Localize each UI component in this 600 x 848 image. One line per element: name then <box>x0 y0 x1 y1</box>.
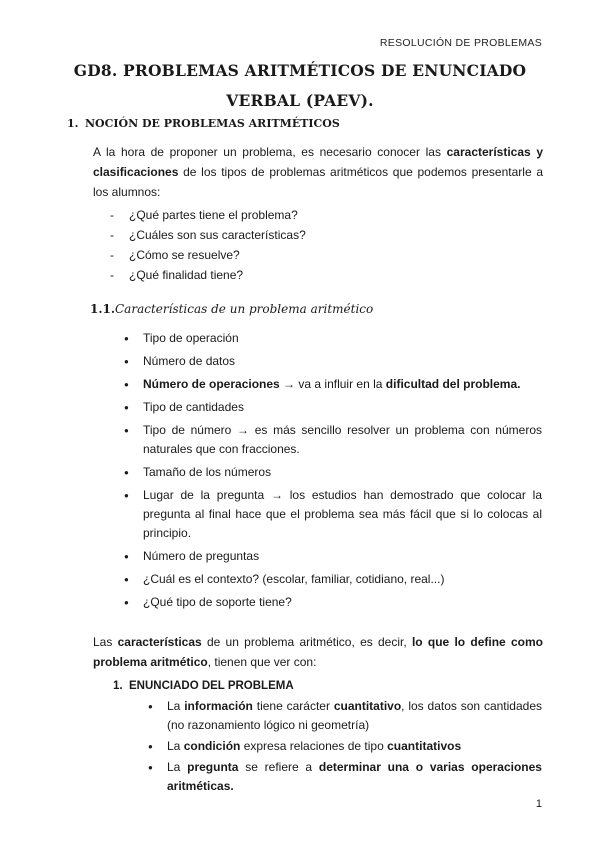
summary-paragraph <box>93 632 543 672</box>
document-title <box>0 56 600 116</box>
title-line-1: GD8. PROBLEMAS ARITMÉTICOS DE ENUNCIADO <box>73 61 527 80</box>
list-item: ● ¿Cuál es el contexto? (escolar, familiar, cotidiano, real...) <box>124 570 542 589</box>
item-bold: determinar una o varias operaciones aritméticas. <box>167 760 542 793</box>
dash-marker: - <box>110 268 114 282</box>
summary-text: , tienen que ver con: <box>207 655 317 669</box>
item-text: expresa relaciones de tipo <box>240 739 388 753</box>
list-item <box>110 205 306 225</box>
item-bold: información <box>184 699 253 713</box>
list-item <box>148 737 542 756</box>
list-item <box>124 375 542 394</box>
item-text: → va a influir en la <box>279 377 386 391</box>
question-text: ¿Qué partes tiene el problema? <box>129 208 298 222</box>
item-text: tiene carácter <box>252 699 334 713</box>
item-text: , los datos son cantidades (no razonamiento lógico ni geometría) <box>167 699 542 732</box>
dash-marker: - <box>110 228 114 242</box>
section-1-title: NOCIÓN DE PROBLEMAS ARITMÉTICOS <box>85 117 340 130</box>
item-bold: cuantitativo <box>333 699 402 713</box>
title-line-2: VERBAL (PAEV). <box>226 91 374 110</box>
intro-paragraph <box>93 142 543 202</box>
enunciado-title: ENUNCIADO DEL PROBLEMA <box>129 680 294 692</box>
item-text: La <box>167 699 185 713</box>
list-item <box>110 225 306 245</box>
question-text: ¿Cómo se resuelve? <box>129 248 240 262</box>
list-item <box>148 758 542 796</box>
section-1-number: 1. <box>67 117 79 130</box>
list-item: ● Tamaño de los números <box>124 463 542 482</box>
dash-marker: - <box>110 208 114 222</box>
item-bold: condición <box>183 739 241 753</box>
section-1-1-title: Características de un problema aritmético <box>115 302 374 316</box>
running-header: RESOLUCIÓN DE PROBLEMAS <box>379 37 542 49</box>
list-item <box>110 245 306 265</box>
list-item: ● Tipo de cantidades <box>124 398 542 417</box>
summary-bold: lo que lo define como problema aritmético <box>93 635 544 669</box>
list-item <box>110 265 306 285</box>
section-1-1-number: 1.1. <box>90 302 116 316</box>
item-bold: cuantitativos <box>387 739 462 753</box>
characteristics-list <box>124 329 542 612</box>
item-bold: pregunta <box>187 760 239 774</box>
summary-text: Las <box>93 635 118 649</box>
list-item: ● Tipo de número → es más sencillo resolver un problema con números naturales que con fracciones. <box>124 421 542 459</box>
list-item <box>148 697 542 735</box>
list-item: ● Lugar de la pregunta → los estudios han demostrado que colocar la pregunta al final hace que el problema sea más fácil que si lo colocas al principio. <box>124 486 542 543</box>
section-1-1-heading <box>90 302 373 316</box>
intro-text-2: de los tipos de problemas aritméticos que podemos presentarle a los alumnos: <box>93 165 543 199</box>
list-item: ● ¿Qué tipo de soporte tiene? <box>124 593 542 612</box>
question-text: ¿Cuáles son sus características? <box>129 228 306 242</box>
question-text: ¿Qué finalidad tiene? <box>129 268 244 282</box>
list-item: ● Número de datos <box>124 352 542 371</box>
summary-bold: características <box>117 635 202 649</box>
summary-text: de un problema aritmético, es decir, <box>201 635 412 649</box>
questions-list <box>110 205 306 285</box>
item-bold: dificultad del problema. <box>385 377 521 391</box>
item-text: La <box>167 760 188 774</box>
item-text: La <box>167 739 184 753</box>
section-1-heading <box>67 117 340 130</box>
list-item: ● Tipo de operación <box>124 329 542 348</box>
enunciado-number: 1. <box>113 680 123 692</box>
intro-bold-1: características y clasificaciones <box>93 145 544 179</box>
enunciado-heading <box>113 680 294 692</box>
enunciado-list <box>148 697 542 796</box>
item-text: se refiere a <box>238 760 319 774</box>
page-number: 1 <box>535 798 542 810</box>
intro-text-1: A la hora de proponer un problema, es necesario conocer las <box>93 145 447 159</box>
dash-marker: - <box>110 248 114 262</box>
list-item: ● Número de preguntas <box>124 547 542 566</box>
item-bold: Número de operaciones <box>143 377 280 391</box>
